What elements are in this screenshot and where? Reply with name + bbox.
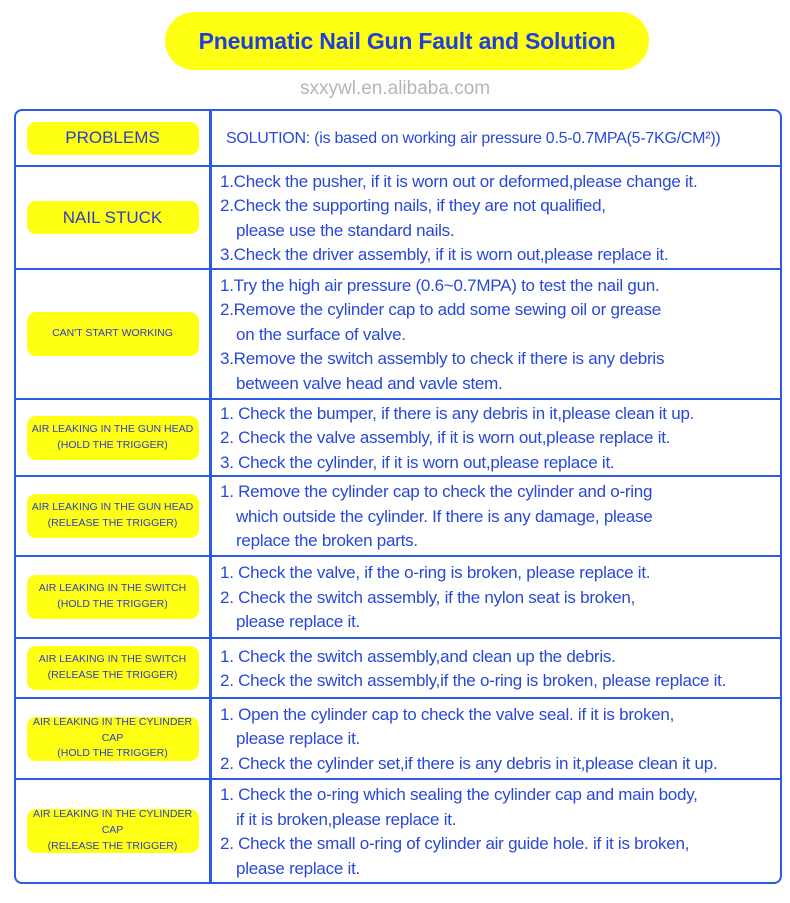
problems-header: PROBLEMS	[27, 122, 199, 155]
problem-cell	[16, 639, 212, 697]
problem-label-line: AIR LEAKING IN THE CYLINDER CAP	[32, 715, 193, 744]
solution-line: 1. Check the switch assembly,and clean up the debris.	[220, 646, 616, 666]
problem-label-line: AIR LEAKING IN THE SWITCH	[38, 582, 187, 595]
problem-label	[27, 416, 199, 460]
solution-line: 3.Check the driver assembly, if it is worn out,please replace it.	[220, 245, 669, 264]
solution-cell	[212, 270, 780, 398]
solution-line: 2. Check the small o-ring of cylinder air guide hole. if it is broken,	[220, 834, 690, 853]
solution-line: 2. Check the valve assembly, if it is worn out,please replace it.	[220, 428, 671, 448]
watermark: sxxywl.en.alibaba.com	[300, 78, 491, 99]
fault-row	[16, 637, 780, 697]
fault-solution-table	[14, 109, 782, 884]
problem-label	[27, 312, 199, 356]
problem-label-line: AIR LEAKING IN THE SWITCH	[38, 653, 187, 666]
problem-label-line: (RELEASE THE TRIGGER)	[47, 517, 178, 529]
fault-row	[16, 398, 780, 475]
fault-row	[16, 268, 780, 398]
problem-label	[27, 201, 199, 234]
fault-row	[16, 778, 780, 882]
solution-line: 1. Check the valve, if the o-ring is broken, please replace it.	[220, 563, 651, 583]
header-row	[16, 111, 780, 165]
solution-line: if it is broken,please replace it.	[236, 809, 457, 829]
problem-label-line: NAIL STUCK	[62, 207, 163, 227]
solution-cell	[212, 557, 780, 637]
solution-line: between valve head and vavle stem.	[236, 373, 503, 393]
solution-line: 1.Check the pusher, if it is worn out or deformed,please change it.	[220, 171, 698, 191]
problem-label-line: (HOLD THE TRIGGER)	[57, 438, 168, 451]
solution-line: on the surface of valve.	[236, 324, 406, 344]
solution-line: please use the standard nails.	[236, 220, 455, 240]
solution-line: please replace it.	[236, 858, 361, 878]
solution-header-cell	[212, 111, 780, 165]
problem-label-line: (HOLD THE TRIGGER)	[57, 747, 168, 760]
solution-line: 1. Check the bumper, if there is any debris in it,please clean it up.	[220, 403, 695, 423]
problem-label	[27, 717, 199, 761]
problem-label	[27, 494, 199, 538]
problem-cell	[16, 780, 212, 882]
solution-line: please replace it.	[236, 729, 361, 749]
problem-cell	[16, 699, 212, 778]
solution-line: 3.Remove the switch assembly to check if there is any debris	[220, 349, 665, 369]
solution-cell	[212, 780, 780, 882]
problem-cell	[16, 557, 212, 637]
problem-label	[27, 575, 199, 619]
solution-line: 2. Check the switch assembly,if the o-ring is broken, please replace it.	[220, 671, 727, 690]
solution-cell	[212, 167, 780, 268]
fault-row	[16, 555, 780, 637]
problem-label-line: (RELEASE THE TRIGGER)	[47, 839, 178, 852]
solution-line: 2.Check the supporting nails, if they are not qualified,	[220, 196, 606, 215]
solution-line: 1.Try the high air pressure (0.6~0.7MPA) to test the nail gun.	[220, 275, 660, 295]
problems-header-cell	[16, 111, 212, 165]
problem-cell	[16, 167, 212, 268]
solution-cell	[212, 639, 780, 697]
problem-label-line: (RELEASE THE TRIGGER)	[47, 669, 178, 681]
solution-cell	[212, 477, 780, 555]
problem-cell	[16, 400, 212, 475]
problem-cell	[16, 270, 212, 398]
problem-label-line: AIR LEAKING IN THE CYLINDER CAP	[32, 808, 193, 837]
fault-row	[16, 697, 780, 778]
page-title: Pneumatic Nail Gun Fault and Solution	[165, 12, 649, 70]
problem-label	[27, 646, 199, 690]
problem-label	[27, 809, 199, 853]
solution-line: 1. Check the o-ring which sealing the cylinder cap and main body,	[220, 785, 698, 804]
solution-line: please replace it.	[236, 612, 361, 632]
solution-line: 2. Check the switch assembly, if the nylon seat is broken,	[220, 587, 636, 607]
solution-line: 3. Check the cylinder, if it is worn out,please replace it.	[220, 452, 615, 472]
solution-line: 1. Open the cylinder cap to check the valve seal. if it is broken,	[220, 704, 675, 724]
problem-label-line: CAN'T START WORKING	[52, 327, 173, 340]
problem-label-line: (HOLD THE TRIGGER)	[57, 598, 168, 610]
solution-line: 2.Remove the cylinder cap to add some sewing oil or grease	[220, 300, 661, 320]
solution-cell	[212, 400, 780, 475]
solution-header: SOLUTION: (is based on working air pressure 0.5-0.7MPA(5-7KG/CM²))	[226, 129, 721, 147]
solution-line: 2. Check the cylinder set,if there is any debris in it,please clean it up.	[220, 753, 718, 773]
fault-row	[16, 475, 780, 555]
problem-label-line: AIR LEAKING IN THE GUN HEAD	[31, 422, 194, 435]
solution-line: which outside the cylinder. If there is any damage, please	[236, 506, 653, 526]
problem-cell	[16, 477, 212, 555]
solution-line: replace the broken parts.	[236, 531, 418, 551]
solution-cell	[212, 699, 780, 778]
fault-row	[16, 165, 780, 268]
problem-label-line: AIR LEAKING IN THE GUN HEAD	[31, 501, 194, 514]
solution-line: 1. Remove the cylinder cap to check the cylinder and o-ring	[220, 482, 653, 502]
